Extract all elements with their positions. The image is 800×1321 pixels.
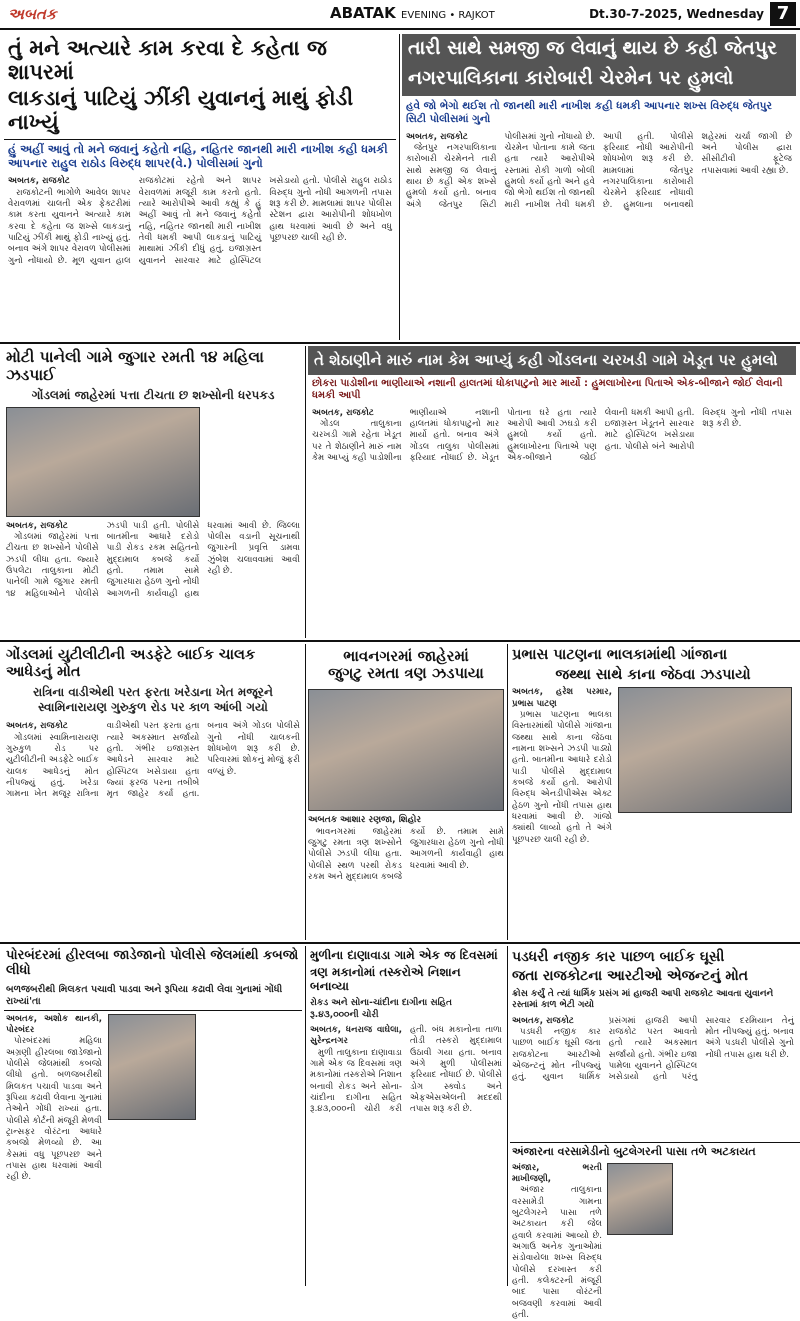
story-headline: પોરબંદરમાં હીરલબા જાડેજાનો પોલીસે જેલમાંથી કબજો લીધો <box>6 948 299 978</box>
story-subhead: ક્રોસ કર્યું તે ત્યાં ધાર્મિક પ્રસંગ માં હાજરી આપી રાજકોટ આવતા યુવાનને રસ્તામાં કાળ ભેટી ગયો <box>512 989 774 1011</box>
story-text: પ્રભાસ પાટણના ભાલકા વિસ્તારમાંથી પોલીસે ગાંજાના જથ્થા સાથે કાના જેઠવા નામના શખ્સને ઝડપી પાડ્યો હતો. બાતમીના આધારે દરોડો પાડી પોલીસે મુદ્દામાલ કબજે કર્યો હતો. આરોપી વિરુદ્ધ એનડીપીએસ એક્ટ હેઠળ ગુનો નોંધી તપાસ હાથ ધરવામાં આવી છે. ગાંજો ક્યાંથી લાવ્યો હતો તે અંગે પૂછપરછ ચાલી રહી છે. <box>512 710 612 845</box>
story-content <box>4 1011 302 1309</box>
story-content <box>510 1161 796 1321</box>
story-text: જેતપુર નગરપાલિકાના કારોબારી ચેરમેનને તારી સાથે સમજી જ લેવાનું થાય છે કહી એક શખ્સે હુમલો કર્યો હતો. બનાવ અંગે જેતપુર સિટી પોલીસમાં ગુનો નોંધાયો છે. ચેરમેન પોતાના કામે જતા હતા ત્યારે આરોપીએ રસ્તામાં રોકી ગાળો બોલી હુમલો કર્યો હતો અને હવે જો ભેગો થઈશ તો જાનથી મારી નાખીશ તેવી ધમકી આપી હતી. પોલીસે ફરિયાદ નોંધી આરોપીની શોધખોળ શરૂ કરી છે. મામલામાં જેતપુર નગરપાલિકાના કારોબારી ચેરમેને ફરિયાદ નોંધાવી છે. હુમલાના બનાવથી શહેરમાં ચર્ચા જાગી છે અને પોલીસ દ્વારા સીસીટીવી ફૂટેજ તપાસવામાં આવી રહ્યા છે. <box>406 131 792 210</box>
story-byline: અબતક, રાજકોટ <box>6 520 68 531</box>
story-headline: મુળીના દાણાવાડા ગામે એક જ દિવસમાં <box>310 948 498 962</box>
story-headline: તારી સાથે સમજી જ લેવાનું થાય છે કહી જેતપુર <box>402 34 796 64</box>
column-divider <box>305 946 306 1286</box>
story-byline: અબતક, રાજકોટ <box>312 407 374 418</box>
story-text: પોરબંદરમાં મહિલા અગ્રણી હીરલબા જાડેજાનો પોલીસે જેલમાંથી કબજો લીધો હતો. બળજબરીથી મિલકત પચાવી પાડવા અને રૂપિયા કઢાવી લેવાના ગુનામાં તેઓને ગોંધી રાખ્યાં હતા. પોલીસે કોર્ટની મંજૂરી મેળવી ટ્રાન્સફર વોરંટના આધારે કબજો મેળવ્યો છે. આ કેસમાં વધુ પૂછપરછ અને તપાસ હાથ ધરવામાં આવી રહી છે. <box>6 1036 102 1183</box>
story-subhead: હવે જો ભેગો થઈશ તો જાનથી મારી નાખીશ કહી ધમકી આપનાર શખ્સ વિરુદ્ધ જેતપુર સિટી પોલીસમાં ગુનો <box>406 99 772 125</box>
row-divider <box>0 342 800 344</box>
story-gondal-accident <box>4 644 302 940</box>
page-number: 7 <box>770 2 796 26</box>
story-body <box>4 719 302 927</box>
story-padadhari <box>510 946 796 1140</box>
story-headline-line2: જુગટુ રમતા ત્રણ ઝડપાયા <box>328 664 484 683</box>
story-byline: અબતક, રાજકોટ <box>406 131 468 142</box>
story-byline: અબતક, હરેશ પરમાર, પ્રભાસ પાટણ <box>512 687 612 709</box>
story-byline: અબતક, રાજકોટ <box>8 176 70 187</box>
story-photo <box>108 1014 196 1120</box>
story-charkhadi <box>308 346 796 638</box>
story-text: અંજાર તાલુકાના વરસામેડી ગામના બુટલેગરને પાસા તળે અટકાયત કરી જેલ હવાલે કરવામાં આવ્યો છે. અગાઉ અનેક ગુનાઓમાં સંડોવાયેલા શખ્સ વિરુદ્ધ પોલીસે દરખાસ્ત કરી હતી. કલેક્ટરની મંજૂરી બાદ પાસા વોરંટની બજવણી કરવામાં આવી હતી. <box>512 1185 602 1321</box>
story-body <box>308 1023 504 1291</box>
edition-date: Dt.30-7-2025, Wednesday <box>589 7 764 21</box>
story-prabhas-patan <box>510 644 796 940</box>
story-headline-line2: લાકડાનું પાટિયું ઝીંકી યુવાનનું માથું ફોડી નાખ્યું <box>8 86 354 135</box>
story-body <box>512 1162 602 1321</box>
story-photo <box>607 1163 673 1235</box>
story-body <box>308 827 504 917</box>
story-subhead: ગોંડલમાં જાહેરમાં પત્તા ટીચતા છ શખ્સોની ધરપકડ <box>31 387 275 402</box>
story-text: ભાવનગરમાં જાહેરમાં જુગટુ રમતા ત્રણ શખ્સોને પોલીસે ઝડપી લીધા હતા. પોલીસે સ્થળ પરથી રોકડ રકમ અને મુદ્દામાલ કબજે કર્યો છે. તમામ સામે જુગારધારા હેઠળ ગુનો નોંધી આગળની કાર્યવાહી હાથ ધરવામાં આવી છે. <box>308 826 504 882</box>
column-divider <box>507 644 508 940</box>
story-text: પડધરી નજીક કાર પાછળ બાઈક ઘૂસી જતા રાજકોટના આરટીઓ એજન્ટનું મોત નીપજ્યું હતું. યુવાન ધાર્મિક પ્રસંગમાં હાજરી આપી રાજકોટ પરત આવતો હતો ત્યારે અકસ્માત સર્જાયો હતો. ગંભીર ઇજા પામેલા યુવાનને હોસ્પિટલ ખસેડાયો હતો પરંતુ સારવાર દરમિયાન તેનું મોત નીપજ્યું હતું. બનાવ અંગે પડધરી પોલીસે ગુનો નોંધી તપાસ હાથ ધરી છે. <box>512 1015 794 1083</box>
story-headline: પ્રભાસ પાટણના ભાલકામાંથી ગાંજાના <box>512 647 728 663</box>
column-divider <box>507 946 508 1286</box>
title-sub: EVENING • RAJKOT <box>401 10 495 21</box>
story-byline: અબતક, અશોક થાનકી, પોરબંદર <box>6 1013 102 1035</box>
story-text: ગોંડલમાં સ્વામિનારાયણ ગુરુકુળ રોડ પર યુટીલીટીની અડફેટે બાઈક ચાલક આધેડનું મોત નીપજ્યું હતું. ખરેડા ગામના ખેત મજૂર રાત્રિના વાડીએથી પરત ફરતા હતા ત્યારે અકસ્માત સર્જાયો હતો. ગંભીર ઇજાગ્રસ્ત આધેડને સારવાર માટે હોસ્પિટલ ખસેડાયા હતા જ્યાં ફરજ પરના તબીબે મૃત જાહેર કર્યા હતા. બનાવ અંગે ગોંડલ પોલીસે ગુનો નોંધી ચાલકની શોધખોળ શરૂ કરી છે. પરિવારમાં શોકનું મોજું ફરી વળ્યું છે. <box>6 721 300 800</box>
story-text: રાજકોટની ભાગોળે આવેલ શાપર વેરાવળમાં ચાલતી એક ફેક્ટરીમાં કામ કરતા યુવાનને અત્યારે કામ કરવા દે કહેતા જ શખ્સે લાકડાનું પાટિયું ઝીંકી માથું ફોડી નાખ્યું હતું. બનાવ અંગે શાપર વેરાવળ પોલીસમાં ગુનો નોંધાયો છે. મૂળ યુવાન હાલ રાજકોટમાં રહેતો અને શાપર વેરાવળમાં મજૂરી કામ કરતો હતો. ત્યારે આરોપીએ આવી કહ્યું કે હું અહીં આવું તો મને જવાનું કહેતો નહિ, નહિતર જાનથી મારી નાખીશ તેવી ધમકી આપી લાકડાનું પાટિયું માથામાં ઝીંકી દીધું હતું. ઇજાગ્રસ્ત યુવાનને સારવાર માટે હોસ્પિટલ ખસેડાયો હતો. પોલીસે રાહુલ રાઠોડ વિરુદ્ધ ગુનો નોંધી આગળની તપાસ શરૂ કરી છે. મામલામાં શાપર પોલીસ સ્ટેશન દ્વારા આરોપીની શોધખોળ હાથ ધરવામાં આવી છે અને વધુ પૂછપરછ ચાલી રહી છે. <box>8 176 392 266</box>
story-jetpur <box>402 34 796 340</box>
story-body <box>4 174 396 364</box>
story-body <box>308 406 796 638</box>
story-muli <box>308 946 504 1286</box>
story-subhead: છોકરા પાડોશીના ભાણીયાએ નશાની હાલતમાં ધોકાપાટુનો માર માર્યો : હુમલાખોરના પિતાએ એક-બીજાને જોઈ લેવાની ધમકી આપી <box>312 377 783 402</box>
story-headline-line2: જથ્થા સાથે કાના જેઠવા ઝડપાયો <box>555 666 751 683</box>
story-byline: અબતક આશાર રણજા, શિહોર <box>308 814 422 825</box>
story-headline-line2: નગરપાલિકાના કારોબારી ચેરમેન પર હુમલો <box>402 64 796 96</box>
story-headline: ભાવનગરમાં જાહેરમાં <box>343 647 469 665</box>
title-text: ABATAK <box>330 4 396 22</box>
story-photo <box>308 689 504 811</box>
story-headline: તું મને અત્યારે કામ કરવા દે કહેતા જ શાપરમાં <box>8 36 327 85</box>
column-divider <box>305 644 306 940</box>
column-divider <box>399 34 400 340</box>
story-headline: પડધરી નજીક કાર પાછળ બાઈક ઘૂસી <box>512 949 725 965</box>
story-body <box>4 517 302 645</box>
story-byline: અબતક, રાજકોટ <box>512 1015 574 1026</box>
story-mota-paneli <box>4 346 302 638</box>
story-headline: અંજારના વરસામેડીનો બુટલેગરની પાસા તળે અટકાયત <box>512 1145 756 1158</box>
story-text: ગોંડલમાં જાહેરમાં પત્તા ટીચતા છ શખ્સોને પોલીસે ઝડપી લીધા હતા. જ્યારે ઉપલેટા તાલુકાના મોટી પાનેલી ગામે જુગાર રમતી ૧૪ મહિલાઓને પોલીસે ઝડપી પાડી હતી. પોલીસે બાતમીના આધારે દરોડો પાડી રોકડ રકમ સહિતનો મુદ્દામાલ કબજે કર્યો હતો. તમામ સામે જુગારધારા હેઠળ ગુનો નોંધી આગળની કાર્યવાહી હાથ ધરવામાં આવી છે. જિલ્લા પોલીસ વડાની સૂચનાથી જુગારની પ્રવૃત્તિ ડામવા ઝુંબેશ ચલાવવામાં આવી રહી છે. <box>6 520 300 599</box>
row-divider <box>0 942 800 944</box>
story-subhead: હું અહીં આવું તો મને જવાનું કહેતો નહિ, નહિતર જાનથી મારી નાખીશ કહી ધમકી આપનાર રાહુલ રાઠોડ વિરુદ્ધ શાપર(વે.) પોલીસમાં ગુનો <box>4 139 396 175</box>
story-photo <box>618 687 792 813</box>
newspaper-logo: અબતક <box>8 5 57 23</box>
newspaper-title <box>330 4 495 22</box>
story-body <box>402 130 796 336</box>
story-text: ગોંડલ તાલુકાના ચરખડી ગામે રહેતા ખેડૂત પર તે શેઠાણીને મારું નામ કેમ આપ્યું કહી પાડોશીના ભાણીયાએ નશાની હાલતમાં ધોકાપાટુનો માર માર્યો હતો. બનાવ અંગે ગોંડલ તાલુકા પોલીસમાં ફરિયાદ નોંધાઈ છે. ખેડૂત પોતાના ઘરે હતા ત્યારે આરોપી આવી ઝઘડો કરી હુમલો કર્યો હતો. હુમલાખોરના પિતાએ પણ એક-બીજાને જોઈ લેવાની ધમકી આપી હતી. ઇજાગ્રસ્ત ખેડૂતને સારવાર માટે હોસ્પિટલ ખસેડાયા હતા. પોલીસે બંને આરોપી વિરુદ્ધ ગુનો નોંધી તપાસ શરૂ કરી છે. <box>312 407 792 464</box>
story-shapar <box>4 34 396 340</box>
story-body <box>512 687 612 907</box>
story-body <box>6 1014 102 1306</box>
masthead <box>0 0 800 30</box>
story-subhead: રાત્રિના વાડીએથી પરત ફરતા ખરેડાના ખેત મજૂરને સ્વામિનારાયણ ગુરુકુળ રોડ પર કાળ આંબી ગયો <box>33 685 273 715</box>
row-divider <box>0 640 800 642</box>
story-porbandar <box>4 946 302 1286</box>
story-body <box>510 1014 796 1130</box>
story-byline: અંજાર, ભરતી માખીજણી, <box>512 1162 602 1184</box>
story-headline-line2: જતા રાજકોટના આરટીઓ એજન્ટનું મોત <box>512 968 749 985</box>
story-subhead: બળજબરીથી મિલકત પચાવી પાડવા અને રૂપિયા કઢાવી લેવા ગુનામાં ગોંધી રાખ્યાં'તા <box>4 982 302 1011</box>
story-bhavnagar <box>308 644 504 940</box>
story-subhead: રોકડ અને સોના-ચાંદીના દાગીના સહિત રૂ.૪૩,૦૦૦ની ચોરી <box>310 998 453 1020</box>
story-content <box>510 687 796 907</box>
story-text: મુળી તાલુકાના દાણાવાડા ગામે એક જ દિવસમાં ત્રણ મકાનોમાં તસ્કરોએ નિશાન બનાવી રોકડ અને સોના-ચાંદીના દાગીના સહિત રૂ.૪૩,૦૦૦ની ચોરી કરી હતી. બંધ મકાનોના તાળા તોડી તસ્કરો મુદ્દામાલ ઉઠાવી ગયા હતા. બનાવ અંગે મુળી પોલીસમાં ફરિયાદ નોંધાઈ છે. પોલીસે ડોગ સ્ક્વોડ અને એફએસએલની મદદથી તપાસ શરૂ કરી છે. <box>310 1024 502 1115</box>
story-body-cont <box>678 1163 788 1275</box>
story-byline: અબતક, રાજકોટ <box>6 721 68 732</box>
story-photo <box>6 407 200 517</box>
story-byline: અબતક, ધનરાજ વાઘેલા, સુરેન્દ્રનગર <box>310 1024 402 1047</box>
row-divider <box>510 1142 800 1143</box>
column-divider <box>305 346 306 638</box>
story-headline: તે શેઠાણીને મારું નામ કેમ આપ્યું કહી ગોંડલના ચરખડી ગામે ખેડૂત પર હુમલો <box>308 346 796 375</box>
story-anjar <box>510 1144 796 1321</box>
story-headline-line2: ત્રણ મકાનોમાં તસ્કરોએ નિશાન બનાવ્યા <box>310 964 461 993</box>
story-headline: ગોંડલમાં યુટીલીટીની અડફેટે બાઈક ચાલક આધેડનું મોત <box>6 647 256 680</box>
story-headline: મોટી પાનેલી ગામે જુગાર રમતી ૧૪ મહિલા ઝડપાઈ <box>6 348 264 384</box>
